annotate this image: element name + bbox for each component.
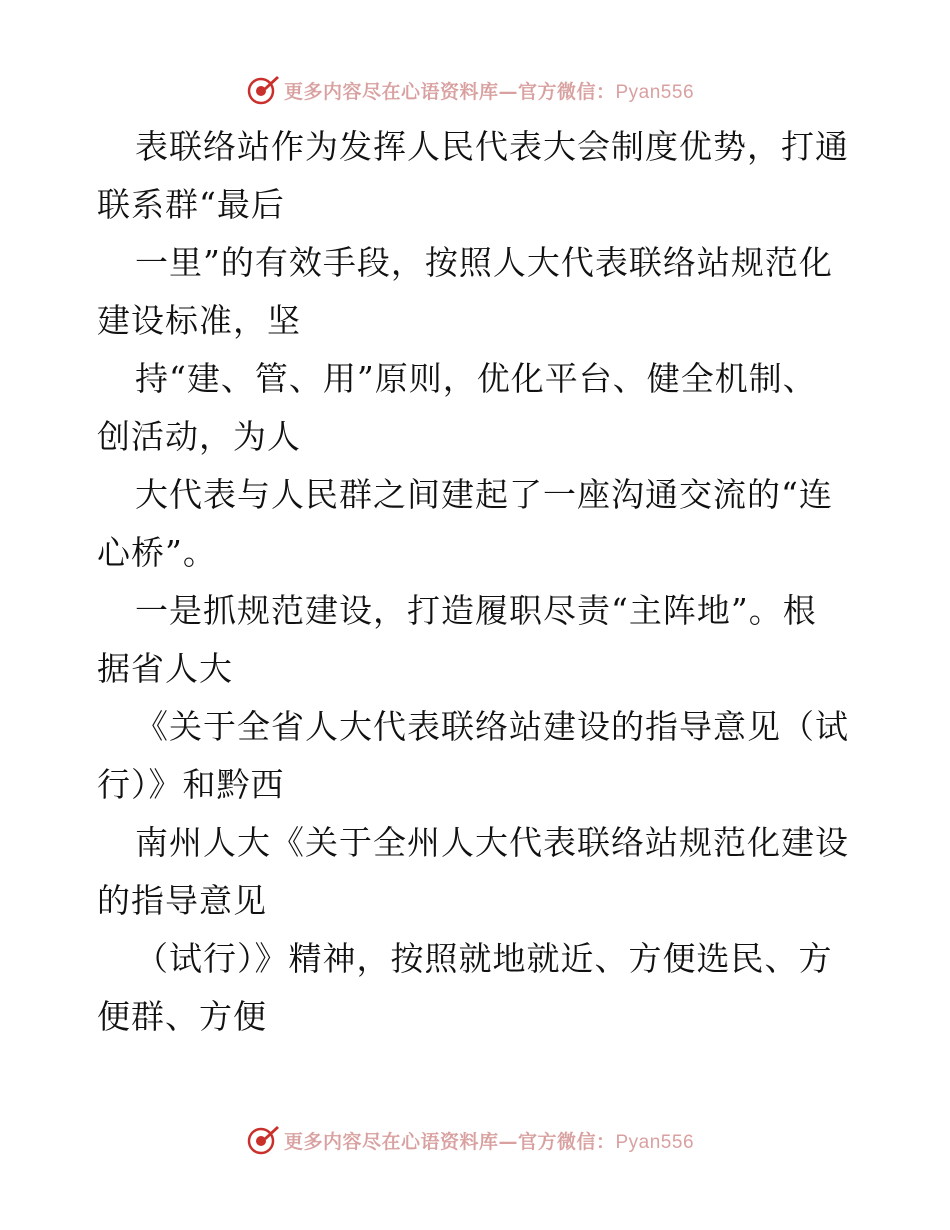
logo-icon bbox=[246, 73, 280, 107]
footer-watermark bbox=[0, 1120, 950, 1160]
paragraph: 《关于全省人大代表联络站建设的指导意见（试 行）》和黔西 bbox=[97, 707, 849, 804]
paragraph: 大代表与人民群之间建起了一座沟通交流的“连 心桥”。 bbox=[97, 475, 833, 572]
logo-icon bbox=[246, 1123, 280, 1157]
paragraph: 一里”的有效手段，按照人大代表联络站规范化 建设标准，坚 bbox=[97, 243, 833, 340]
paragraph: （试行）》精神，按照就地就近、方便选民、方 便群、方便 bbox=[97, 939, 833, 1036]
watermark-text: 更多内容尽在心语资料库—官方微信：Pyan556 bbox=[283, 1130, 695, 1153]
paragraph: 表联络站作为发挥人民代表大会制度优势，打通 联系群“最后 bbox=[97, 127, 849, 224]
paragraph: 持“建、管、用”原则，优化平台、健全机制、 创活动，为人 bbox=[97, 359, 817, 456]
watermark-id: Pyan556 bbox=[615, 81, 695, 103]
document-body bbox=[97, 118, 857, 1046]
paragraph: 南州人大《关于全州人大代表联络站规范化建设 的指导意见 bbox=[97, 823, 849, 920]
paragraph: 一是抓规范建设，打造履职尽责“主阵地”。根 据省人大 bbox=[97, 591, 817, 688]
watermark-id: Pyan556 bbox=[615, 1131, 695, 1153]
watermark-text: 更多内容尽在心语资料库—官方微信：Pyan556 bbox=[283, 80, 695, 103]
header-watermark bbox=[0, 70, 950, 110]
